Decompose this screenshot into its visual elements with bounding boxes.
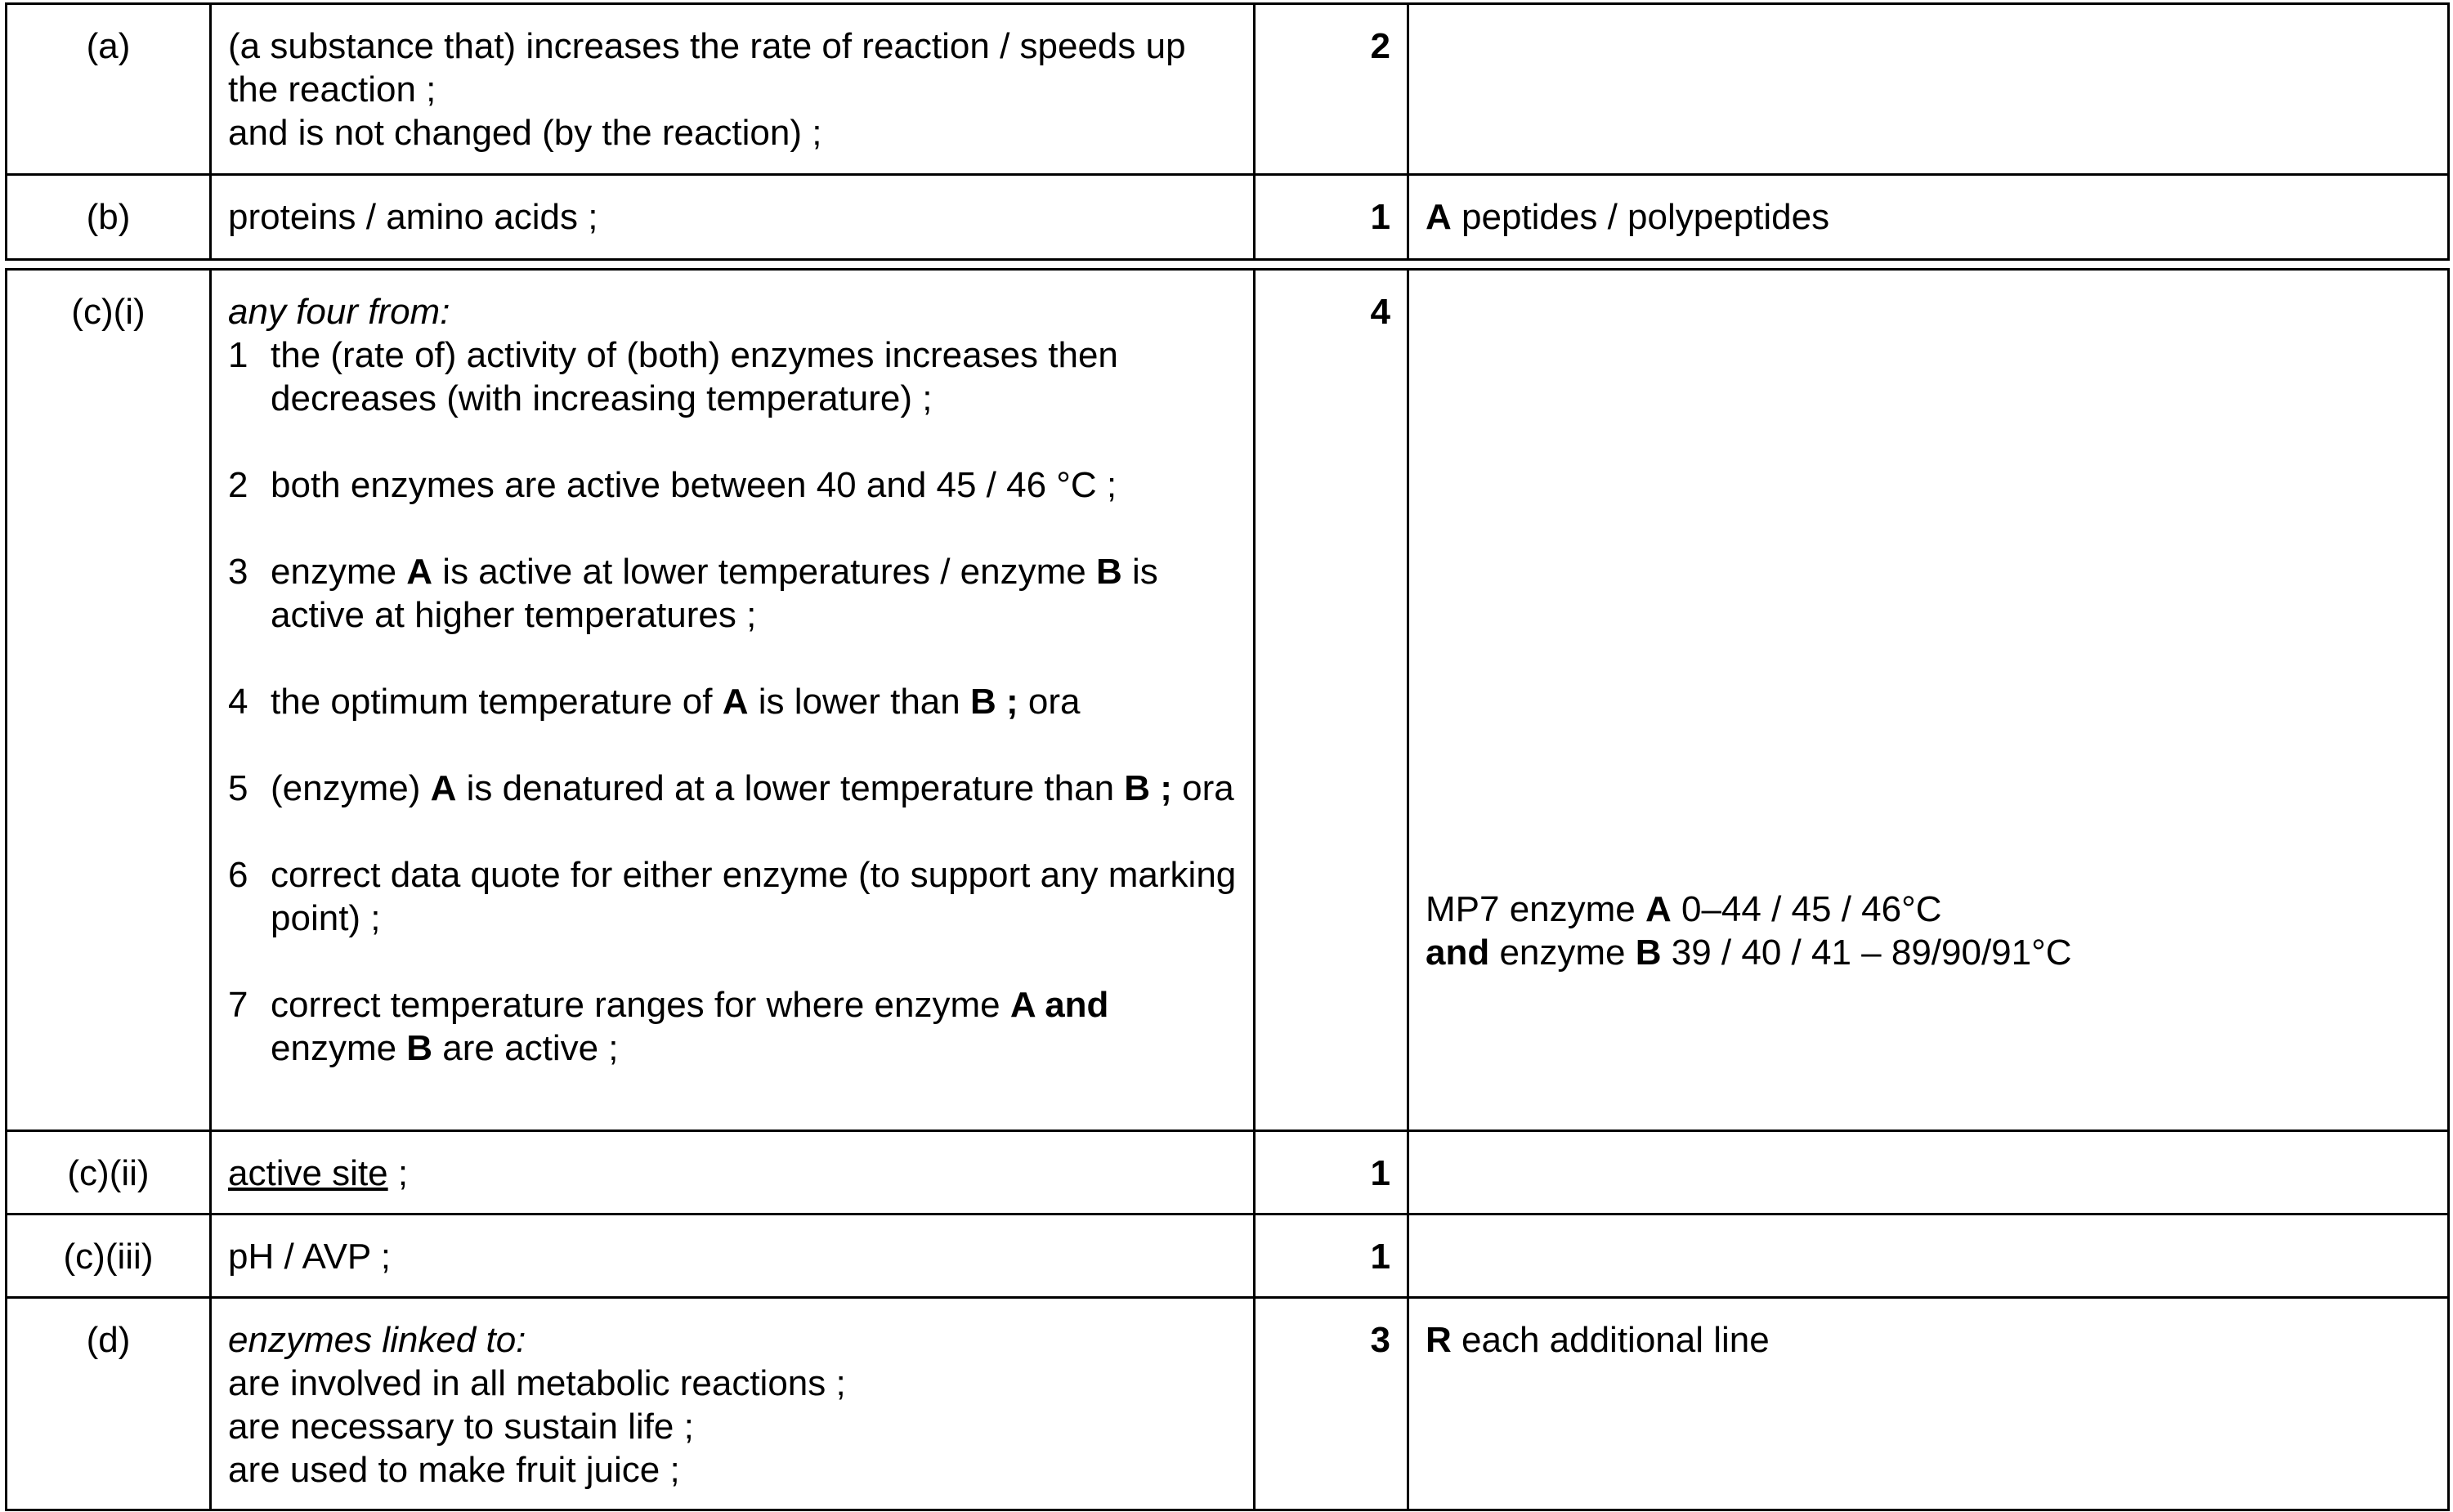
marking-point [228, 767, 1237, 810]
guidance-text: peptides / polypeptides [1451, 197, 1830, 237]
point-number: 2 [228, 465, 248, 505]
guidance-cell [1408, 175, 2449, 260]
point-number: 3 [228, 552, 248, 592]
answer-intro: any four from: [228, 292, 450, 332]
guidance-bold: and [1426, 933, 1490, 973]
row-c-i [7, 270, 2449, 1131]
point-text: correct data quote for either enzyme (to support any marking point) ; [271, 855, 1237, 938]
marking-point [228, 550, 1237, 637]
guidance-text: 39 / 40 / 41 – 89/90/91°C [1661, 933, 2072, 973]
row-a [7, 4, 2449, 175]
point-text: is active at lower temperatures / enzyme [432, 552, 1096, 592]
marks-cell: 3 [1255, 1298, 1408, 1510]
guidance-cell [1408, 1298, 2449, 1510]
point-number: 1 [228, 335, 248, 375]
point-text: the (rate of) activity of (both) enzymes increases then decreases (with increasing temperature) ; [271, 335, 1118, 418]
answer-cell [211, 4, 1255, 175]
answer-line: (a substance that) increases the rate of reaction / speeds up [228, 26, 1186, 66]
answer-cell: pH / AVP ; [211, 1215, 1255, 1298]
answer-underlined: active site [228, 1153, 388, 1193]
point-bold: B [1095, 552, 1122, 592]
point-bold: B [406, 1028, 433, 1068]
marks-cell: 1 [1255, 175, 1408, 260]
point-text: is lower than [748, 682, 970, 722]
answer-intro: enzymes linked to: [228, 1320, 526, 1360]
row-d [7, 1298, 2449, 1510]
answer-line: are necessary to sustain life ; [228, 1407, 694, 1447]
reject-marker: R [1426, 1320, 1452, 1360]
marking-point [228, 983, 1237, 1070]
point-bold: A [430, 768, 457, 808]
guidance-bold: B [1635, 933, 1662, 973]
guidance-cell [1408, 4, 2449, 175]
answer-line: are involved in all metabolic reactions ; [228, 1363, 846, 1403]
marks-cell: 1 [1255, 1215, 1408, 1298]
point-text: enzyme [271, 552, 407, 592]
point-text: is active at higher temperatures ; [271, 552, 1158, 635]
guidance-cell [1408, 1131, 2449, 1215]
answer-text: ; [387, 1153, 409, 1193]
marks-cell: 1 [1255, 1131, 1408, 1215]
row-b [7, 175, 2449, 260]
point-text: are active ; [432, 1028, 619, 1068]
point-text: is denatured at a lower temperature than [456, 768, 1125, 808]
point-text: the optimum temperature of [271, 682, 723, 722]
guidance-cell [1408, 1215, 2449, 1298]
point-text: both enzymes are active between 40 and 45 / 46 °C ; [271, 465, 1117, 505]
answer-line: are used to make fruit juice ; [228, 1450, 680, 1490]
guidance-text: enzyme [1489, 933, 1636, 973]
marking-point [228, 333, 1237, 420]
guidance-line [1426, 931, 2431, 974]
question-number: (b) [7, 175, 211, 260]
point-bold: A and [1009, 985, 1109, 1025]
mark-scheme-table-bottom [5, 268, 2450, 1511]
answer-line: and is not changed (by the reaction) ; [228, 113, 822, 153]
question-number: (c)(iii) [7, 1215, 211, 1298]
marks-cell: 4 [1255, 270, 1408, 1131]
answer-cell: proteins / amino acids ; [211, 175, 1255, 260]
answer-cell [211, 1298, 1255, 1510]
accept-marker: A [1426, 197, 1452, 237]
guidance-line [1426, 888, 2431, 931]
point-text: enzyme [271, 1028, 407, 1068]
guidance-text: MP7 enzyme [1426, 889, 1645, 929]
marking-point [228, 853, 1237, 940]
guidance-bold: A [1645, 889, 1672, 929]
point-number: 4 [228, 682, 248, 722]
answer-cell [211, 270, 1255, 1131]
point-number: 5 [228, 768, 248, 808]
point-text: ora [1018, 682, 1081, 722]
point-text: correct temperature ranges for where enzyme [271, 985, 1010, 1025]
marks-cell: 2 [1255, 4, 1408, 175]
question-number: (a) [7, 4, 211, 175]
marking-point [228, 680, 1237, 723]
point-bold: B ; [1124, 768, 1172, 808]
answer-line: the reaction ; [228, 69, 436, 110]
point-bold: A [406, 552, 433, 592]
guidance-text: each additional line [1451, 1320, 1770, 1360]
point-text: (enzyme) [271, 768, 431, 808]
row-c-iii [7, 1215, 2449, 1298]
question-number: (c)(i) [7, 270, 211, 1131]
point-number: 7 [228, 985, 248, 1025]
guidance-text: 0–44 / 45 / 46°C [1671, 889, 1942, 929]
question-number: (c)(ii) [7, 1131, 211, 1215]
point-bold: B ; [969, 682, 1018, 722]
point-number: 6 [228, 855, 248, 895]
row-c-ii [7, 1131, 2449, 1215]
marking-point [228, 463, 1237, 507]
mark-scheme-table-top [5, 2, 2450, 261]
point-text: ora [1171, 768, 1234, 808]
guidance-cell [1408, 270, 2449, 1131]
answer-cell [211, 1131, 1255, 1215]
question-number: (d) [7, 1298, 211, 1510]
point-bold: A [722, 682, 749, 722]
